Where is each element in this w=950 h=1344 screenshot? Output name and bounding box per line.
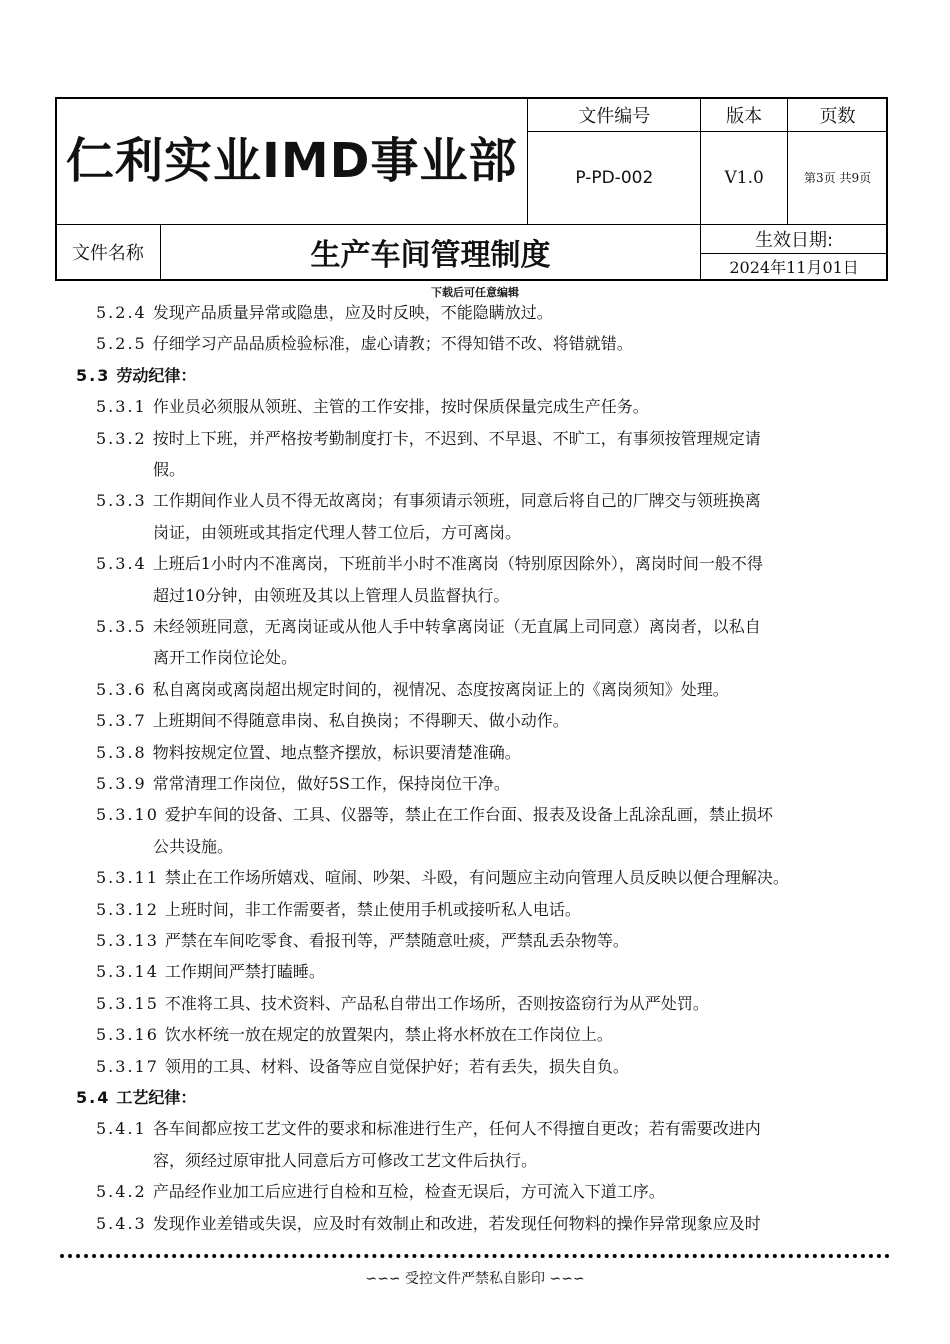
effective-label: 生效日期: bbox=[701, 224, 888, 253]
clause-number: 5.2.5 bbox=[96, 334, 147, 353]
clause-line bbox=[96, 553, 763, 575]
footer-notice: ∽∽∽ 受控文件严禁私自影印 ∽∽∽ bbox=[365, 1271, 585, 1287]
clause-number: 5.3.10 bbox=[96, 805, 159, 824]
clause-text: 岗证，由领班或其指定代理人替工位后，方可离岗。 bbox=[153, 523, 522, 542]
clause-line bbox=[96, 333, 633, 355]
clause-number: 5.3.4 bbox=[96, 554, 147, 573]
clause-text: 未经领班同意，无离岗证或从他人手中转拿离岗证（无直属上司同意）离岗者，以私自 bbox=[152, 617, 761, 636]
clause-text: 假。 bbox=[153, 460, 186, 479]
clause-line bbox=[96, 396, 649, 418]
company-name: 仁利实业IMD事业部 bbox=[65, 132, 518, 189]
clause-number: 5.3.12 bbox=[96, 900, 159, 919]
version: V1.0 bbox=[701, 132, 788, 225]
clause-text: 领用的工具、材料、设备等应自觉保护好；若有丢失，损失自负。 bbox=[164, 1057, 629, 1076]
clause-number: 5.4.1 bbox=[96, 1119, 147, 1138]
clause-line bbox=[96, 616, 761, 638]
clause-line bbox=[96, 961, 325, 983]
file-name-label: 文件名称 bbox=[56, 224, 161, 280]
clause-text: 仔细学习产品品质检验标准，虚心请教；不得知错不改、将错就错。 bbox=[152, 334, 633, 353]
version-label: 版本 bbox=[701, 98, 788, 132]
clause-line bbox=[96, 742, 521, 764]
pages-label: 页数 bbox=[788, 98, 888, 132]
section-heading bbox=[76, 1087, 196, 1109]
clause-line bbox=[96, 993, 709, 1015]
document-header bbox=[55, 97, 888, 281]
clause-line bbox=[96, 867, 789, 889]
clause-number: 5.3.3 bbox=[96, 491, 147, 510]
clause-number: 5.4.2 bbox=[96, 1182, 147, 1201]
clause-text: 私自离岗或离岗超出规定时间的，视情况、态度按离岗证上的《离岗须知》处理。 bbox=[152, 680, 729, 699]
clause-text: 工作期间作业人员不得无故离岗；有事须请示领班，同意后将自己的厂牌交与领班换离 bbox=[152, 491, 761, 510]
clause-number: 5.3.7 bbox=[96, 711, 147, 730]
section-heading bbox=[76, 365, 196, 387]
continuation-line bbox=[153, 647, 297, 669]
clause-text: 饮水杯统一放在规定的放置架内，禁止将水杯放在工作岗位上。 bbox=[164, 1025, 613, 1044]
clause-text: 各车间都应按工艺文件的要求和标准进行生产，任何人不得擅自更改；若有需要改进内 bbox=[152, 1119, 761, 1138]
clause-number: 5.3.13 bbox=[96, 931, 159, 950]
clause-text: 工作期间严禁打瞌睡。 bbox=[164, 962, 325, 981]
clause-line bbox=[96, 773, 510, 795]
clause-line bbox=[96, 1024, 613, 1046]
continuation-line bbox=[153, 459, 185, 481]
clause-text: 上班期间不得随意串岗、私自换岗；不得聊天、做小动作。 bbox=[152, 711, 569, 730]
clause-number: 5.3.2 bbox=[96, 429, 147, 448]
clause-number: 5.3.5 bbox=[96, 617, 147, 636]
clause-number: 5.3.8 bbox=[96, 743, 147, 762]
clause-text: 劳动纪律： bbox=[116, 366, 197, 385]
clause-line bbox=[96, 428, 761, 450]
clause-text: 离开工作岗位论处。 bbox=[153, 648, 298, 667]
company-name-cell bbox=[56, 98, 528, 225]
clause-text: 严禁在车间吃零食、看报刊等，严禁随意吐痰，严禁乱丢杂物等。 bbox=[164, 931, 629, 950]
clause-text: 工艺纪律： bbox=[116, 1088, 197, 1107]
clause-text: 发现作业差错或失误，应及时有效制止和改进，若发现任何物料的操作异常现象应及时 bbox=[152, 1214, 761, 1233]
clause-text: 按时上下班，并严格按考勤制度打卡，不迟到、不早退、不旷工，有事须按管理规定请 bbox=[152, 429, 761, 448]
clause-text: 容，须经过原审批人同意后方可修改工艺文件后执行。 bbox=[153, 1151, 538, 1170]
clause-line bbox=[96, 710, 569, 732]
clause-text: 产品经作业加工后应进行自检和互检，检查无误后，方可流入下道工序。 bbox=[152, 1182, 665, 1201]
clause-number: 5.3.17 bbox=[96, 1057, 159, 1076]
pages: 第3页 共9页 bbox=[788, 132, 888, 225]
clause-text: 禁止在工作场所嬉戏、喧闹、吵架、斗殴，有问题应主动向管理人员反映以便合理解决。 bbox=[164, 868, 789, 887]
clause-text: 发现产品质量异常或隐患，应及时反映，不能隐瞒放过。 bbox=[152, 303, 553, 322]
clause-number: 5.3.6 bbox=[96, 680, 147, 699]
effective-date: 2024年11月01日 bbox=[701, 253, 888, 280]
clause-line bbox=[96, 930, 629, 952]
clause-text: 公共设施。 bbox=[153, 837, 234, 856]
clause-number: 5.3.14 bbox=[96, 962, 159, 981]
clause-line bbox=[96, 1118, 761, 1140]
clause-line bbox=[96, 899, 581, 921]
continuation-line bbox=[153, 1150, 537, 1172]
clause-line bbox=[96, 1181, 665, 1203]
doc-no-label: 文件编号 bbox=[528, 98, 701, 132]
clause-number: 5.3.9 bbox=[96, 774, 147, 793]
clause-line bbox=[96, 679, 729, 701]
clause-text: 常常清理工作岗位，做好5S工作，保持岗位干净。 bbox=[152, 774, 510, 793]
clause-line bbox=[96, 1213, 761, 1235]
clause-number: 5.4 bbox=[76, 1088, 111, 1107]
clause-number: 5.3.15 bbox=[96, 994, 159, 1013]
clause-text: 上班时间，非工作需要者，禁止使用手机或接听私人电话。 bbox=[164, 900, 581, 919]
clause-number: 5.3 bbox=[76, 366, 111, 385]
clause-number: 5.4.3 bbox=[96, 1214, 147, 1233]
doc-no: P-PD-002 bbox=[528, 132, 701, 225]
clause-text: 超过10分钟，由领班及其以上管理人员监督执行。 bbox=[153, 586, 510, 605]
clause-text: 物料按规定位置、地点整齐摆放，标识要清楚准确。 bbox=[152, 743, 521, 762]
clause-text: 爱护车间的设备、工具、仪器等，禁止在工作台面、报表及设备上乱涂乱画，禁止损坏 bbox=[164, 805, 773, 824]
clause-line bbox=[96, 302, 553, 324]
document-title: 生产车间管理制度 bbox=[160, 224, 700, 280]
continuation-line bbox=[153, 836, 233, 858]
clause-number: 5.2.4 bbox=[96, 303, 147, 322]
clause-line bbox=[96, 1056, 629, 1078]
clause-text: 作业员必须服从领班、主管的工作安排，按时保质保量完成生产任务。 bbox=[152, 397, 649, 416]
clause-number: 5.3.11 bbox=[96, 868, 159, 887]
clause-line bbox=[96, 490, 761, 512]
dotted-divider bbox=[60, 1254, 890, 1258]
continuation-line bbox=[153, 522, 521, 544]
edit-note: 下载后可任意编辑 bbox=[431, 286, 519, 299]
continuation-line bbox=[153, 585, 509, 607]
clause-number: 5.3.16 bbox=[96, 1025, 159, 1044]
clause-number: 5.3.1 bbox=[96, 397, 147, 416]
clause-line bbox=[96, 804, 773, 826]
clause-text: 上班后1小时内不准离岗，下班前半小时不准离岗（特别原因除外），离岗时间一般不得 bbox=[152, 554, 763, 573]
clause-text: 不准将工具、技术资料、产品私自带出工作场所，否则按盗窃行为从严处罚。 bbox=[164, 994, 709, 1013]
